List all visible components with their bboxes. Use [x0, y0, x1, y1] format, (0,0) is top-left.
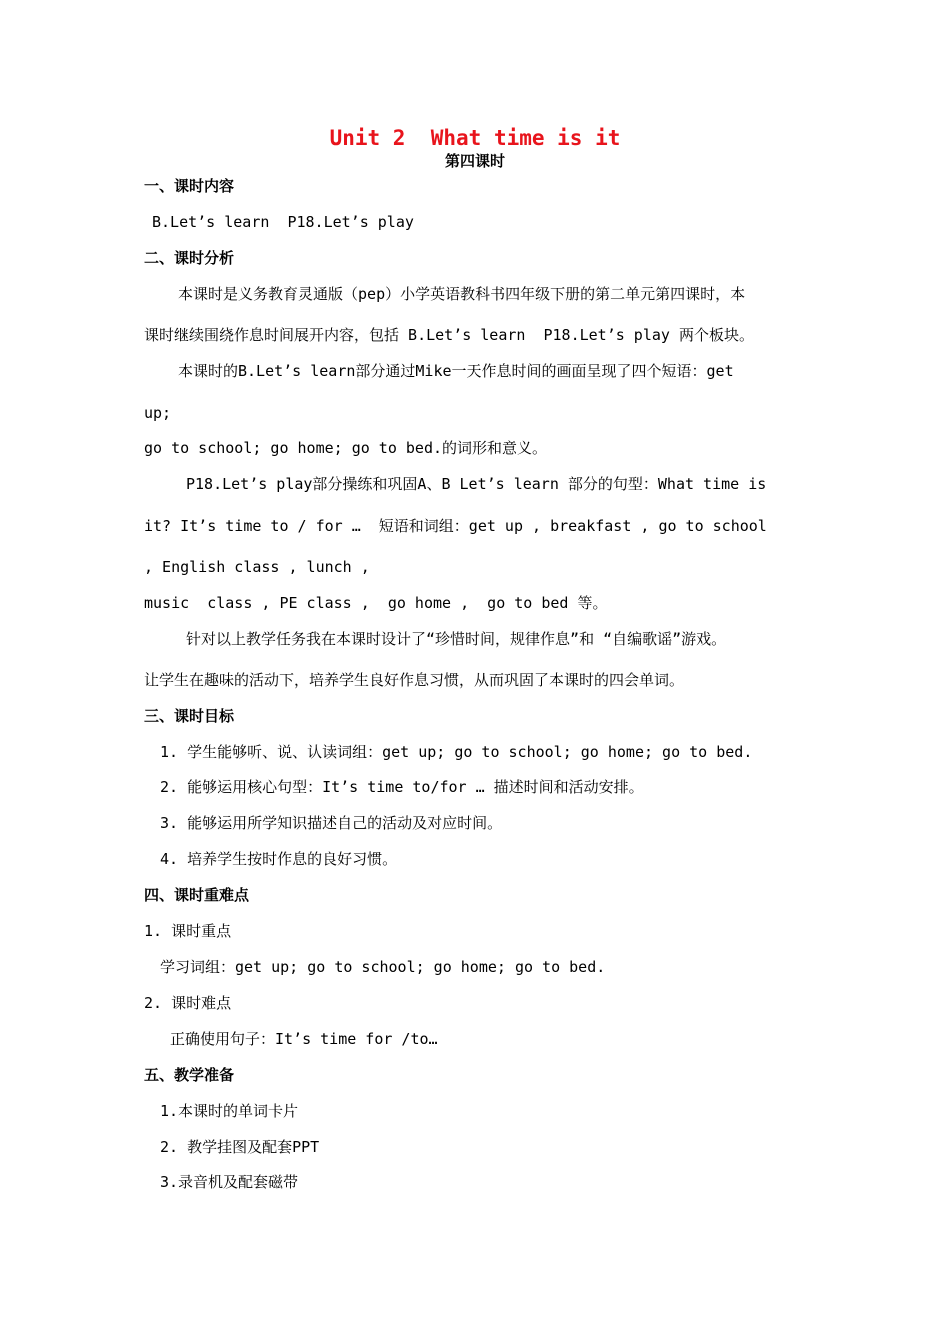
paragraph-line: 正确使用句子：It’s time for /to…	[170, 1030, 438, 1048]
section-heading-analysis: 二、课时分析	[144, 249, 235, 267]
list-item: 1.本课时的单词卡片	[160, 1102, 299, 1120]
section-heading-preparation: 五、教学准备	[144, 1066, 235, 1084]
section-heading-content: 一、课时内容	[144, 177, 235, 195]
paragraph-line: B.Let’s learn P18.Let’s play	[152, 213, 414, 231]
paragraph-line: 让学生在趣味的活动下，培养学生良好作息习惯，从而巩固了本课时的四会单词。	[144, 671, 685, 689]
list-item: 1. 课时重点	[144, 922, 232, 940]
list-item: 1. 学生能够听、说、认读词组：get up; go to school; go home; go to bed.	[160, 743, 753, 761]
section-heading-objectives: 三、课时目标	[144, 707, 235, 725]
document-subtitle: 第四课时	[444, 152, 505, 170]
list-item: 2. 能够运用核心句型：It’s time to/for … 描述时间和活动安排。	[160, 778, 644, 796]
paragraph-line: 课时继续围绕作息时间展开内容，包括 B.Let’s learn P18.Let’s play 两个板块。	[144, 326, 754, 344]
paragraph-line: go to school; go home; go to bed.的词形和意义。	[144, 439, 548, 457]
list-item: 3.录音机及配套磁带	[160, 1173, 299, 1191]
document-title: Unit 2 What time is it	[329, 126, 621, 150]
paragraph-line: it? It’s time to / for … 短语和词组：get up , breakfast , go to school	[144, 517, 767, 535]
paragraph-line: , English class , lunch ,	[144, 558, 370, 576]
paragraph-line: 学习词组：get up; go to school; go home; go to bed.	[160, 958, 606, 976]
paragraph-line: music class , PE class , go home , go to bed 等。	[144, 594, 608, 612]
list-item: 4. 培养学生按时作息的良好习惯。	[160, 850, 398, 868]
paragraph-line: P18.Let’s play部分操练和巩固A、B Let’s learn 部分的句型：What time is	[186, 475, 767, 493]
list-item: 3. 能够运用所学知识描述自己的活动及对应时间。	[160, 814, 503, 832]
paragraph-line: 本课时的B.Let’s learn部分通过Mike一天作息时间的画面呈现了四个短语：get	[178, 362, 734, 380]
paragraph-line: 针对以上教学任务我在本课时设计了“珍惜时间，规律作息”和 “自编歌谣”游戏。	[186, 630, 727, 648]
paragraph-line: 本课时是义务教育灵通版（pep）小学英语教科书四年级下册的第二单元第四课时，本	[178, 285, 746, 303]
section-heading-key-points: 四、课时重难点	[144, 886, 250, 904]
paragraph-line: up;	[144, 404, 172, 422]
list-item: 2. 教学挂图及配套PPT	[160, 1138, 320, 1156]
list-item: 2. 课时难点	[144, 994, 232, 1012]
